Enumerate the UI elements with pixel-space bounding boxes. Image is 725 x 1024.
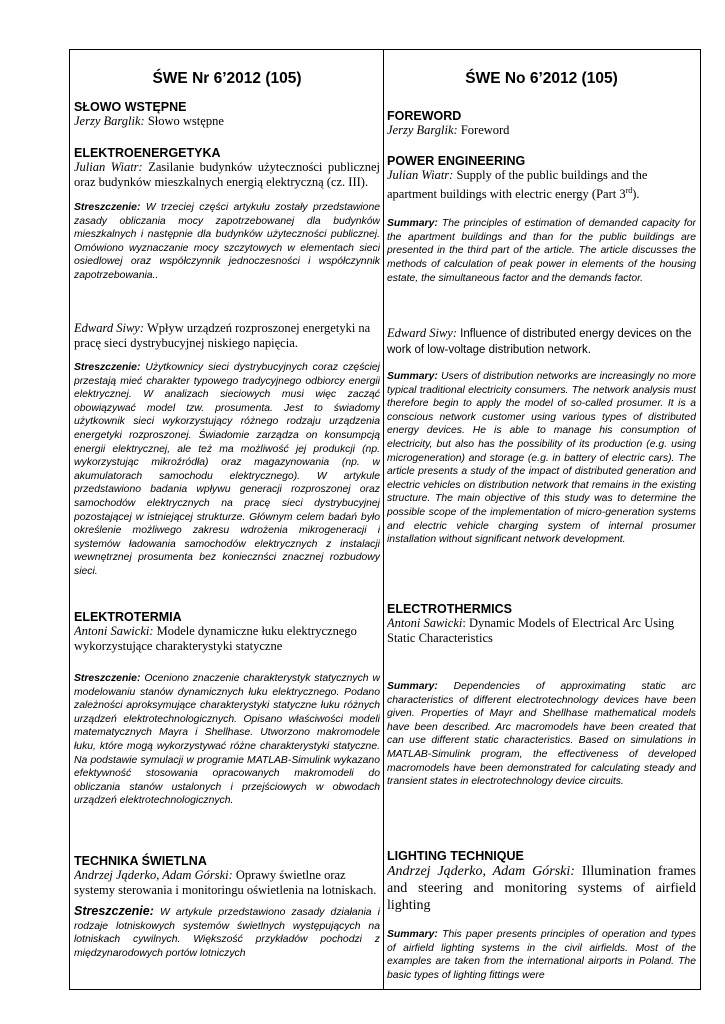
contents-table bbox=[69, 49, 701, 990]
polish-issue-title: ŚWE Nr 6’2012 (105) bbox=[152, 70, 302, 87]
column-divider bbox=[383, 50, 384, 989]
summary-label: Streszczenie: bbox=[74, 673, 141, 684]
author: Antoni Sawicki: bbox=[74, 624, 154, 638]
article-title: Modele dynamiczne łuku elektrycznego wykorzystujące charakterystyki statyczne bbox=[74, 624, 357, 653]
summary-text: Users of distribution networks are increasingly no more typical traditional electricity consumers. The network analysis must therefore begin to apply the model of so-called prosumer. It is a conscious network customer using various types of distributed energy devices. He is able to manage his consumption of electricity, but also has the possibility of its production (e.g. using microgeneration) and storage (e.g. in battery of electric cars). The article presents a study of the impact of distributed generation and electric vehicles on distribution network that remains in the existing structure. The main objective of this study was to determine the possible scope of the implementation of micro-generation systems and electric vehicle charging system of internal prosumer installation without significant network development. bbox=[387, 371, 696, 546]
distributed-energy-entry-en bbox=[387, 326, 696, 547]
author: Julian Wiatr: bbox=[74, 160, 143, 174]
summary-label: Summary: bbox=[387, 681, 438, 692]
summary-label: Streszczenie: bbox=[74, 362, 141, 373]
section-heading: LIGHTING TECHNIQUE bbox=[387, 849, 524, 863]
author: Andrzej Jąderko, Adam Górski: bbox=[74, 868, 233, 882]
article-entry bbox=[387, 123, 696, 138]
author: Jerzy Barglik: bbox=[387, 123, 458, 137]
article-entry bbox=[74, 114, 380, 129]
thermics-section-en bbox=[387, 602, 696, 789]
article-summary bbox=[74, 201, 380, 283]
author: Edward Siwy: bbox=[387, 326, 458, 340]
article-title: Słowo wstępne bbox=[147, 114, 224, 128]
summary-label: Summary: bbox=[387, 929, 438, 940]
section-heading: ELEKTROENERGETYKA bbox=[74, 146, 221, 160]
summary-text: The principles of estimation of demanded capacity for the apartment buildings and than for the public buildings are presented in the third part of the article. The article discusses the methods of calculation of peak power in elements of the housing estate, the simultaneous factor and the demands factor. bbox=[387, 218, 696, 284]
section-heading: POWER ENGINEERING bbox=[387, 154, 526, 168]
section-heading: SŁOWO WSTĘPNE bbox=[74, 100, 187, 114]
section-heading: ELEKTROTERMIA bbox=[74, 610, 182, 624]
article-summary bbox=[74, 672, 380, 808]
article-summary bbox=[387, 680, 696, 789]
ordinal-suffix: rd bbox=[625, 186, 633, 195]
lighting-section-en bbox=[387, 849, 696, 982]
thermics-section-pl bbox=[74, 610, 380, 808]
author: Julian Wiatr: bbox=[387, 168, 454, 182]
summary-text: Dependencies of approximating static arc characteristics of different electrotechnology devices have been given. Properties of Mayr and Shellhase mathematical models have been described. Arc macromodels have been created that can use different static characteristics. Based on simulations in MATLAB-Simulink program, the effectiveness of developed macromodels have been demonstrated for calculating steady and transient states in electrotechnology device circuits. bbox=[387, 681, 696, 788]
foreword-section-pl bbox=[74, 100, 380, 129]
article-title: Wpływ urządzeń rozproszonej energetyki na pracę sieci dystrybucyjnej niskiego napięcia. bbox=[74, 321, 371, 350]
article-title: Influence of distributed energy devices on the work of low-voltage distribution network. bbox=[387, 328, 692, 356]
author: Antoni Sawicki bbox=[387, 616, 463, 630]
summary-label: Streszczenie: bbox=[74, 904, 154, 918]
article-summary bbox=[387, 370, 696, 547]
article-title: Oprawy świetlne oraz systemy sterowania i monitoringu oświetlenia na lotniskach. bbox=[74, 868, 377, 897]
summary-text: W trzeciej części artykułu zostały przedstawione zasady obliczania mocy zapotrzebowanej dla budynków mieszkalnych i następnie dla budynków użyteczności publicznej. Omówiono wyznaczanie mocy szczytowych w elementach sieci osiedlowej oraz współczynnik jednoczesności i współczynnik zapotrzebowania.. bbox=[74, 202, 380, 281]
summary-label: Streszczenie: bbox=[74, 202, 141, 213]
article-entry bbox=[74, 868, 380, 898]
summary-text: Oceniono znaczenie charakterystyk statycznych w modelowaniu stanów dynamicznych łuku elektrycznego. Podano zależności aproksymujące charakterystyki statyczne łuku różnych urządzeń elektrotechnologicznych. Opisano właściwości modeli matematycznych Mayra i Shellhase. Utworzono makromodele łuku, które mogą wykorzystywać różne charakterystyki statyczne. Na podstawie symulacji w programie MATLAB-Simulink wykazano efektywność stosowania opracowanych makromodeli do obliczania stanów ustalonych i przejściowych w obwodach urządzeń elektrotechnologicznych. bbox=[74, 673, 380, 807]
summary-text: Użytkownicy sieci dystrybucyjnych coraz częściej przestają mieć charakter typowego tradycyjnego odbiorcy energii elektrycznej. W analizach sieciowych musi więc zacząć obowiązywać model tzw. prosumenta. Jest to świadomy użytkownik sieci wykorzystujący różnego rodzaju urządzenia energetyki rozproszonej. Świadomie zarządza on konsumpcją energii elektrycznej, ale też ma możliwość jej produkcji (np. wykorzystując mikroźródła) oraz magazynowania (np. w akumulatorach samochodu elektrycznego). W artykule przedstawiono badania wpływu generacji rozproszonej oraz samochodów elektrycznych na pracę sieci dystrybucyjnej pozostającej w istniejącej strukturze. Głównym celem badań było określenie możliwego zakresu wdrożenia mikrogeneracji i systemów ładowania samochodów elektrycznych z instalacji wewnętrznej prosumenta bez koniecznści znacznej rozbudowy sieci. bbox=[74, 362, 380, 577]
article-summary bbox=[387, 217, 696, 285]
author: Jerzy Barglik: bbox=[74, 114, 145, 128]
article-title: : Dynamic Models of Electrical Arc Using Static Characteristics bbox=[387, 616, 675, 645]
summary-label: Summary: bbox=[387, 371, 438, 382]
article-title-end: ). bbox=[632, 187, 640, 202]
foreword-section-en bbox=[387, 109, 696, 138]
english-issue-title: ŚWE No 6’2012 (105) bbox=[465, 70, 618, 87]
summary-text: This paper presents principles of operation and types of airfield lighting systems in the civil airfields. Most of the examples are taken from the international airports in Poland. The basic types of lighting fittings were bbox=[387, 929, 696, 981]
author: Andrzej Jąderko, Adam Górski: bbox=[387, 864, 575, 879]
english-column bbox=[387, 50, 696, 989]
lighting-section-pl bbox=[74, 854, 380, 960]
article-title: Zasilanie budynków użyteczności publicznej oraz budynków mieszkalnych energią elektryczną (cz. III). bbox=[74, 160, 380, 189]
article-summary bbox=[74, 361, 380, 579]
article-entry bbox=[74, 624, 380, 654]
summary-text: W artykule przedstawiono zasady działania i rodzaje lotniskowych systemów świetlnych występujących na lotniskach cywilnych. Większość przykładów pochodzi z międzynarodowych portów lotniczych bbox=[74, 907, 380, 959]
author: Edward Siwy: bbox=[74, 321, 145, 335]
article-entry bbox=[74, 160, 380, 190]
polish-column bbox=[74, 50, 380, 989]
article-entry bbox=[387, 326, 696, 358]
section-heading: TECHNIKA ŚWIETLNA bbox=[74, 854, 207, 868]
article-summary bbox=[74, 905, 380, 960]
power-section-en bbox=[387, 154, 696, 285]
power-section-pl bbox=[74, 146, 380, 283]
summary-label: Summary: bbox=[387, 218, 438, 230]
section-heading: ELECTROTHERMICS bbox=[387, 602, 512, 616]
article-summary bbox=[387, 928, 696, 982]
distributed-energy-entry-pl bbox=[74, 321, 380, 579]
article-entry bbox=[387, 863, 696, 914]
section-heading: FOREWORD bbox=[387, 109, 462, 123]
article-entry bbox=[74, 321, 380, 351]
article-entry bbox=[387, 168, 696, 202]
article-entry bbox=[387, 616, 696, 646]
article-title: Foreword bbox=[460, 123, 510, 137]
article-title: Illumination frames and steering and monitoring systems of airfield lighting bbox=[387, 864, 696, 913]
article-title: Supply of the public buildings and the apartment buildings with electric energy (Part 3 bbox=[387, 168, 648, 202]
